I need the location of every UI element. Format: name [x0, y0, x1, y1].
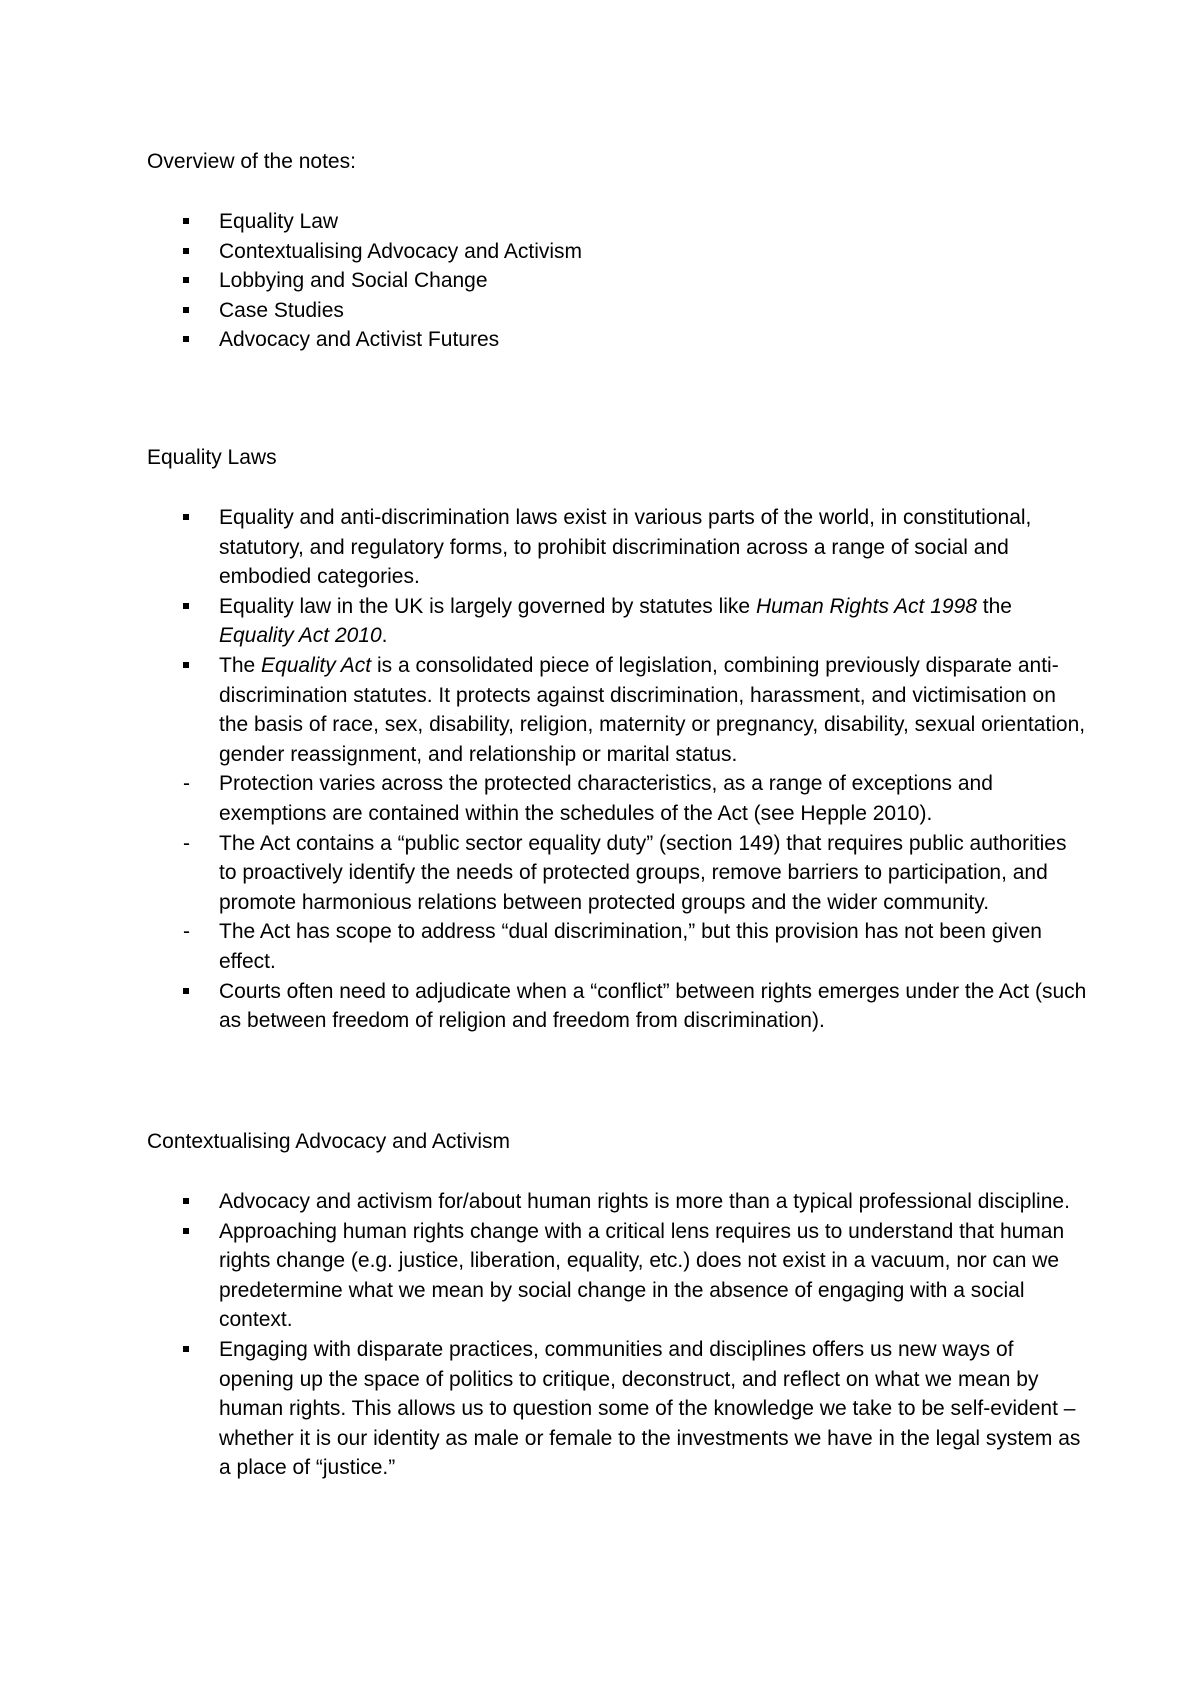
advocacy-heading: Contextualising Advocacy and Activism: [147, 1130, 511, 1153]
list-item: Courts often need to adjudicate when a “conflict” between rights emerges under the Act (such as between freedom of religion and freedom from discrimination).: [147, 977, 1087, 1036]
list-item: Engaging with disparate practices, communities and disciplines offers us new ways of opening up the space of politics to critique, deconstruct, and reflect on what we mean by human rights. This allows us to question some of the knowledge we take to be self-evident – whether it is our identity as male or female to the investments we have in the legal system as a place of “justice.”: [147, 1335, 1087, 1483]
list-item: Equality law in the UK is largely governed by statutes like Human Rights Act 1998 the Equality Act 2010.: [147, 592, 1087, 651]
overview-heading: Overview of the notes:: [147, 150, 356, 173]
list-item: The Equality Act is a consolidated piece of legislation, combining previously disparate anti-discrimination statutes. It protects against discrimination, harassment, and victimisation on the basis of race, sex, disability, religion, maternity or pregnancy, disability, sexual orientation, gender reassignment, and relationship or marital status.: [147, 651, 1087, 769]
equality-laws-list: [147, 503, 1087, 1036]
square-bullet-icon: [183, 592, 203, 622]
equality-laws-heading: Equality Laws: [147, 446, 277, 469]
list-item: Equality Law: [147, 207, 1087, 237]
list-item: Advocacy and activism for/about human rights is more than a typical professional discipline.: [147, 1187, 1087, 1217]
square-bullet-icon: [183, 237, 203, 267]
list-item: Equality and anti-discrimination laws exist in various parts of the world, in constitutional, statutory, and regulatory forms, to prohibit discrimination across a range of social and embodied categories.: [147, 503, 1087, 592]
list-item: Contextualising Advocacy and Activism: [147, 237, 1087, 267]
list-item: Case Studies: [147, 296, 1087, 326]
dash-bullet: -: [183, 920, 190, 944]
list-item: Advocacy and Activist Futures: [147, 325, 1087, 355]
square-bullet-icon: [183, 1187, 203, 1217]
advocacy-list: [147, 1187, 1087, 1483]
square-bullet-icon: [183, 207, 203, 237]
square-bullet-icon: [183, 977, 203, 1007]
square-bullet-icon: [183, 1217, 203, 1247]
overview-list: [147, 207, 1087, 355]
list-item: - The Act contains a “public sector equality duty” (section 149) that requires public authorities to proactively identify the needs of protected groups, remove barriers to participation, and promote harmonious relations between protected groups and the wider community.: [147, 829, 1087, 918]
square-bullet-icon: [183, 651, 203, 681]
square-bullet-icon: [183, 266, 203, 296]
square-bullet-icon: [183, 503, 203, 533]
list-item: - Protection varies across the protected characteristics, as a range of exceptions and exemptions are contained within the schedules of the Act (see Hepple 2010).: [147, 769, 1087, 828]
square-bullet-icon: [183, 1335, 203, 1365]
square-bullet-icon: [183, 296, 203, 326]
dash-bullet: -: [183, 831, 190, 855]
dash-bullet: -: [183, 772, 190, 796]
square-bullet-icon: [183, 325, 203, 355]
list-item: Lobbying and Social Change: [147, 266, 1087, 296]
list-item: - The Act has scope to address “dual discrimination,” but this provision has not been given effect.: [147, 917, 1087, 976]
list-item: Approaching human rights change with a critical lens requires us to understand that human rights change (e.g. justice, liberation, equality, etc.) does not exist in a vacuum, nor can we predetermine what we mean by social change in the absence of engaging with a social context.: [147, 1217, 1087, 1335]
